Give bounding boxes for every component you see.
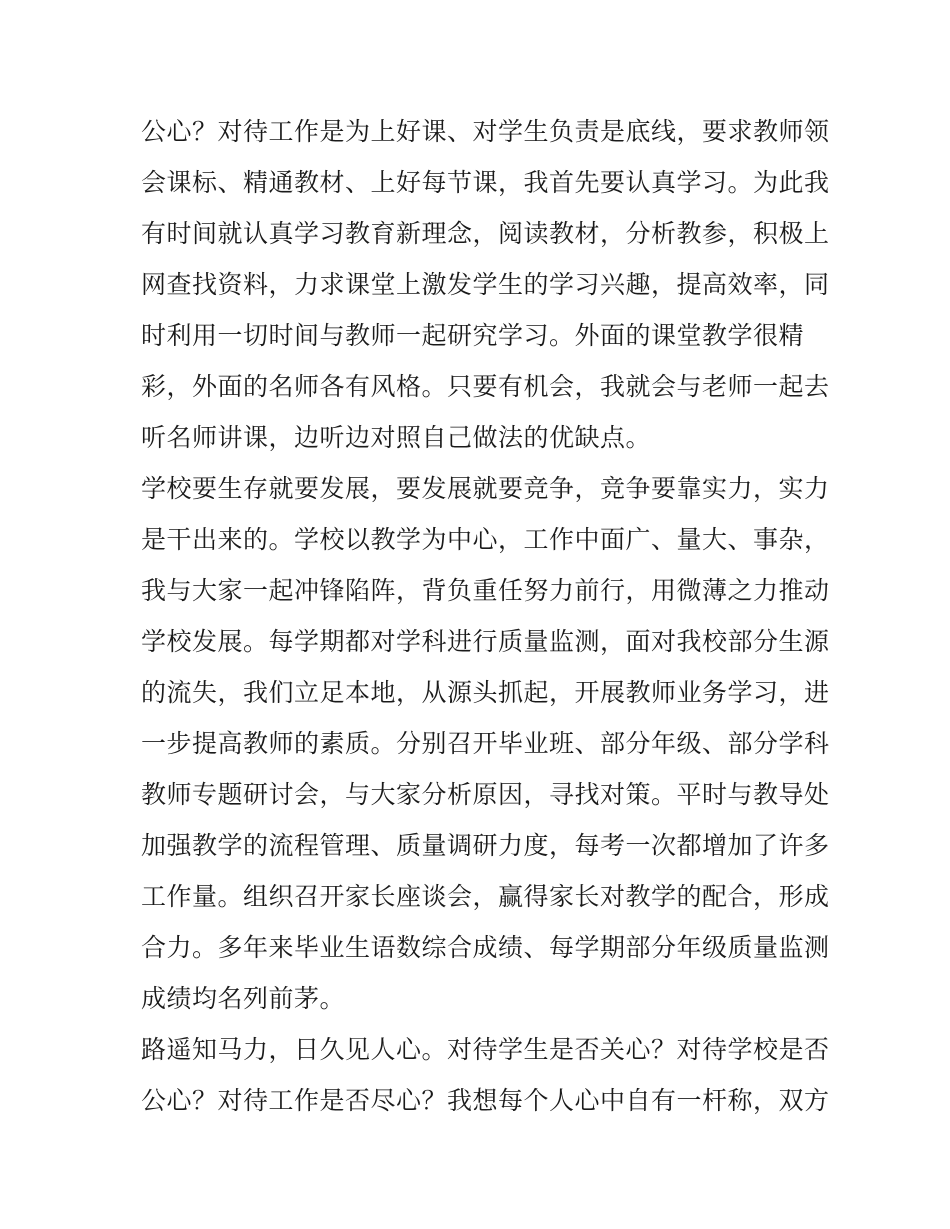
text-line: 学校要生存就要发展，要发展就要竞争，竞争要靠实力，实力	[141, 474, 830, 503]
text-line: 我与大家一起冲锋陷阵，背负重任努力前行，用微薄之力推动	[141, 576, 830, 605]
text-line: 合力。多年来毕业生语数综合成绩、每学期部分年级质量监测	[141, 933, 830, 962]
text-line: 公心？对待工作是为上好课、对学生负责是底线，要求教师领	[141, 117, 830, 146]
document-body	[141, 106, 830, 1126]
text-line: 成绩均名列前茅。	[141, 984, 346, 1013]
text-line: 听名师讲课，边听边对照自己做法的优缺点。	[141, 423, 652, 452]
paragraph-2	[141, 463, 830, 1024]
text-line: 学校发展。每学期都对学科进行质量监测，面对我校部分生源	[141, 627, 830, 656]
text-line: 彩，外面的名师各有风格。只要有机会，我就会与老师一起去	[141, 372, 830, 401]
text-line: 会课标、精通教材、上好每节课，我首先要认真学习。为此我	[141, 168, 830, 197]
text-line: 一步提高教师的素质。分别召开毕业班、部分年级、部分学科	[141, 729, 830, 758]
text-line: 有时间就认真学习教育新理念，阅读教材，分析教参，积极上	[141, 219, 830, 248]
text-line: 公心？对待工作是否尽心？我想每个人心中自有一杆称，双方	[141, 1086, 830, 1115]
text-line: 网查找资料，力求课堂上激发学生的学习兴趣，提高效率，同	[141, 270, 830, 299]
text-line: 是干出来的。学校以教学为中心，工作中面广、量大、事杂，	[141, 525, 830, 554]
text-line: 教师专题研讨会，与大家分析原因，寻找对策。平时与教导处	[141, 780, 830, 809]
text-line: 时利用一切时间与教师一起研究学习。外面的课堂教学很精	[141, 321, 805, 350]
paragraph-1	[141, 106, 830, 463]
text-line: 路遥知马力，日久见人心。对待学生是否关心？对待学校是否	[141, 1035, 830, 1064]
text-line: 工作量。组织召开家长座谈会，赢得家长对教学的配合，形成	[141, 882, 830, 911]
text-line: 的流失，我们立足本地，从源头抓起，开展教师业务学习，进	[141, 678, 830, 707]
text-line: 加强教学的流程管理、质量调研力度，每考一次都增加了许多	[141, 831, 830, 860]
paragraph-3	[141, 1024, 830, 1126]
